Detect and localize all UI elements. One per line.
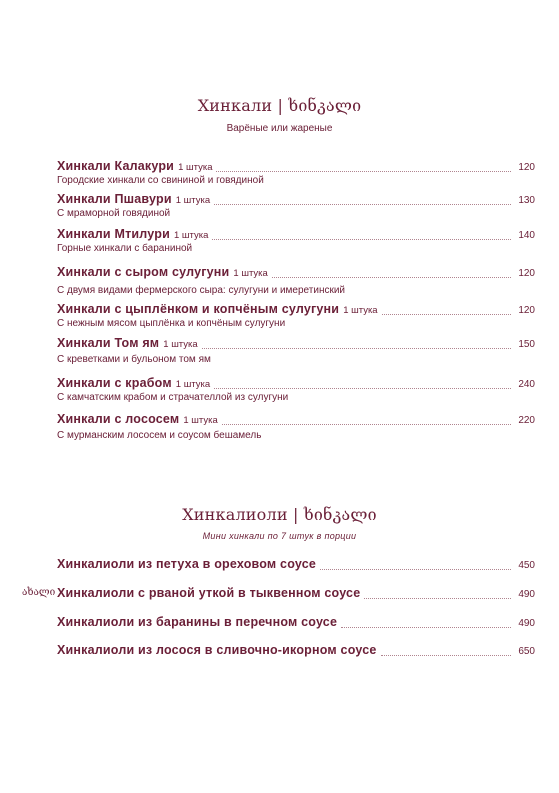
- item-price: 650: [518, 646, 535, 657]
- item-description: С креветками и бульоном том ям: [57, 354, 211, 365]
- item-description: С двумя видами фермерского сыра: сулугуни и имеретинский: [57, 285, 346, 296]
- item-name: Хинкалиоли из лосося в сливочно-икорном соусе: [57, 643, 377, 657]
- menu-item: [57, 557, 535, 572]
- item-name: Хинкали Пшавури: [57, 192, 172, 206]
- item-price: 240: [518, 379, 535, 390]
- item-qty: 1 штука: [173, 230, 209, 241]
- item-name: Хинкали с цыплёнком и копчёным сулугуни: [57, 302, 340, 316]
- item-qty: 1 штука: [175, 379, 211, 390]
- section-title-khinkali: Хинкали | ხინკალი: [197, 96, 362, 115]
- item-description: С камчатским крабом и страчателлой из сулугуни: [57, 392, 289, 403]
- item-description: С нежным мясом цыплёнка и копчёным сулугуни: [57, 318, 286, 329]
- menu-item: [57, 159, 535, 187]
- new-label: ახალი: [22, 587, 56, 598]
- item-description: Городские хинкали со свининой и говядиной: [57, 175, 264, 186]
- item-name: Хинкалиоли с рваной уткой в тыквенном соусе: [57, 586, 361, 600]
- menu-item: [57, 643, 535, 658]
- dot-leader: [272, 276, 511, 278]
- section-subtitle-khinkali: Варёные или жареные: [226, 123, 333, 134]
- item-price: 130: [518, 195, 535, 206]
- item-name: Хинкали Калакури: [57, 159, 175, 173]
- item-price: 490: [518, 618, 535, 629]
- menu-item: [57, 227, 535, 255]
- item-qty: 1 штука: [163, 339, 198, 350]
- menu-item: [57, 265, 535, 297]
- menu-item: [57, 192, 535, 220]
- item-qty: 1 штука: [233, 268, 268, 279]
- menu-item: [57, 376, 535, 404]
- dot-leader: [222, 423, 511, 425]
- item-name: Хинкалиоли из баранины в перечном соусе: [57, 615, 338, 629]
- section-subtitle-khinkalioli: Мини хинкали по 7 штук в порции: [202, 531, 357, 541]
- item-name: Хинкали с лососем: [57, 412, 180, 426]
- dot-leader: [214, 203, 511, 205]
- dot-leader: [382, 313, 511, 315]
- section-title-khinkalioli: Хинкалиоли | ხინკალი: [182, 505, 377, 524]
- item-description: С мурманским лососем и соусом бешамель: [57, 430, 262, 441]
- item-description: Горные хинкали с бараниной: [57, 243, 193, 254]
- item-qty: 1 штука: [343, 305, 378, 316]
- menu-item: [57, 302, 535, 330]
- item-description: С мраморной говядиной: [57, 208, 171, 219]
- item-qty: 1 штука: [175, 195, 211, 206]
- menu-item: [57, 412, 535, 442]
- item-price: 120: [518, 268, 535, 279]
- item-price: 140: [518, 230, 535, 241]
- dot-leader: [216, 170, 511, 172]
- item-price: 220: [518, 415, 535, 426]
- item-name: Хинкали Мтилури: [57, 227, 170, 241]
- dot-leader: [320, 568, 511, 570]
- item-qty: 1 штука: [183, 415, 218, 426]
- item-price: 150: [518, 339, 535, 350]
- dot-leader: [364, 597, 511, 599]
- item-price: 490: [518, 589, 535, 600]
- menu-item: [57, 586, 535, 601]
- menu-item: [57, 336, 535, 366]
- item-price: 120: [518, 305, 535, 316]
- item-price: 120: [518, 162, 535, 173]
- item-name: Хинкали с сыром сулугуни: [57, 265, 230, 279]
- item-price: 450: [518, 560, 535, 571]
- dot-leader: [214, 387, 511, 389]
- item-name: Хинкали с крабом: [57, 376, 172, 390]
- item-name: Хинкали Том ям: [57, 336, 160, 350]
- item-name: Хинкалиоли из петуха в ореховом соусе: [57, 557, 317, 571]
- dot-leader: [212, 238, 511, 240]
- item-qty: 1 штука: [178, 162, 213, 173]
- menu-item: [57, 615, 535, 630]
- dot-leader: [202, 347, 511, 349]
- dot-leader: [381, 654, 511, 656]
- dot-leader: [341, 626, 511, 628]
